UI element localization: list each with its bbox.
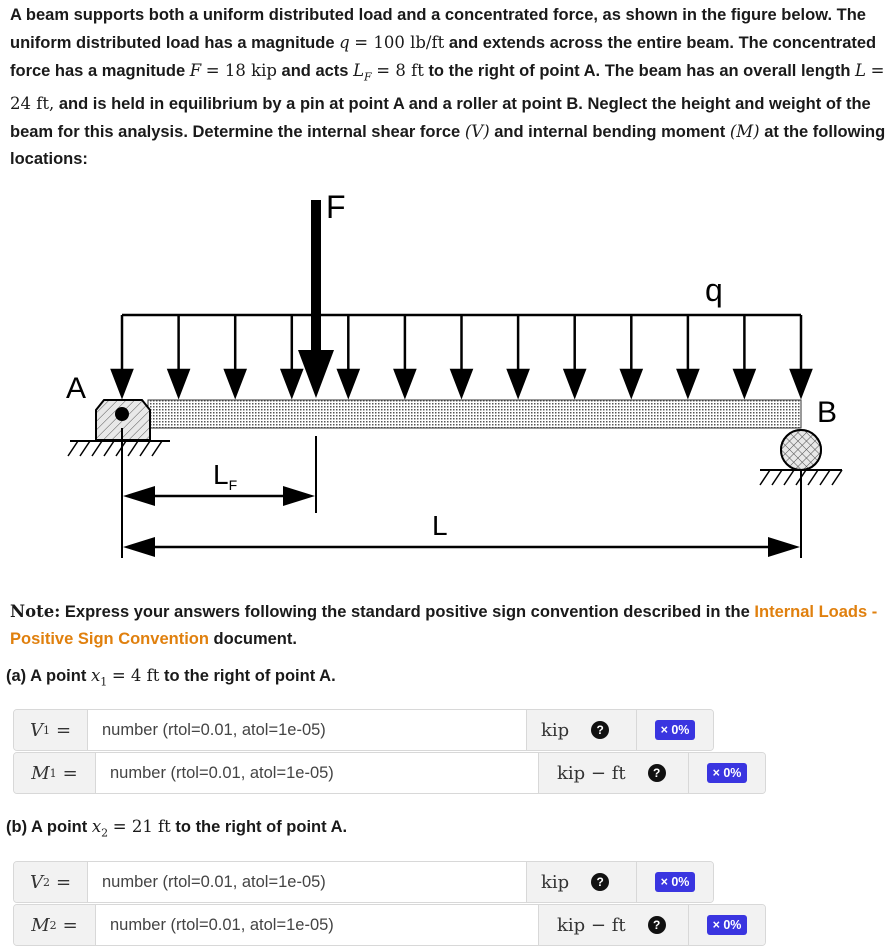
x1-value: = 4 ft [111,666,160,685]
x2-value: = 21 ft [112,817,171,836]
x2-symbol-main: x [91,817,102,836]
load-arrow [791,315,811,396]
x2-symbol-sub: 2 [101,826,109,840]
load-arrow [565,315,585,396]
load-arrow [452,315,472,396]
m2-answer-row [13,904,766,946]
l-dimension-arrow [123,537,800,557]
help-icon[interactable]: ? [648,916,666,934]
force-arrow [298,200,334,398]
note-label: Note: [10,602,61,621]
problem-text: and acts [281,62,349,80]
m1-score-badge: × 0% [707,763,748,783]
v1-label-eq: = [55,719,72,741]
lf-symbol-main: L [353,61,365,80]
v2-input[interactable]: number (rtol=0.01, atol=1e-05) [102,872,326,891]
v2-label [14,862,88,902]
v-symbol: (V) [464,122,490,142]
m1-score [688,753,765,793]
load-arrow [338,315,358,396]
force-label: F [326,189,346,225]
part-suffix: to the right of point A. [164,667,336,685]
note [10,598,890,653]
m2-score [688,905,765,945]
load-arrow [508,315,528,396]
m1-label-main: M [31,762,50,784]
m2-unit [538,905,688,945]
x1-symbol-sub: 1 [100,675,108,689]
m1-unit [538,753,688,793]
v2-unit [526,862,636,902]
point-b-label: B [817,396,838,429]
m-symbol: (M) [729,122,760,142]
m2-label [14,905,96,945]
q-value: = 100 lb/ft [354,33,445,52]
m1-unit-text: kip − ft [557,762,626,784]
lf-value: = 8 ft [376,61,424,80]
load-label: q [705,272,723,308]
load-arrow [225,315,245,396]
v1-label-sub: 1 [42,723,50,737]
v1-help[interactable] [587,717,613,743]
lf-symbol-sub: F [364,70,372,84]
v2-help[interactable] [587,869,613,895]
m1-label [14,753,96,793]
m2-label-main: M [31,914,50,936]
m1-label-sub: 1 [49,766,57,780]
part-b-heading [6,817,347,839]
m1-answer-row [13,752,766,794]
l-symbol: L [855,61,866,80]
help-icon[interactable]: ? [591,873,609,891]
part-suffix: to the right of point A. [175,818,348,836]
x1-symbol-main: x [90,666,101,685]
help-icon[interactable]: ? [648,764,666,782]
l-dimension-label: L [432,510,448,541]
load-arrow [169,315,189,396]
load-arrow [678,315,698,396]
load-arrow [282,315,302,396]
m2-unit-text: kip − ft [557,914,626,936]
distributed-load-arrows [112,315,811,396]
load-arrow [112,315,132,396]
v2-label-main: V [29,871,43,893]
load-arrow [734,315,754,396]
part-prefix: (a) A point [6,667,87,685]
point-a-label: A [66,372,87,405]
m2-label-eq: = [62,914,78,936]
help-icon[interactable]: ? [591,721,609,739]
v1-label [14,710,88,750]
v2-label-eq: = [55,871,72,893]
problem-text: and extends across the entire beam. The concentrated force has a magnitude [10,34,877,80]
beam-diagram [0,178,891,578]
note-text: Express your answers following the standard positive sign convention described in the [64,603,750,621]
problem-text: and internal bending moment [494,123,726,142]
f-value: = 18 kip [205,61,277,80]
sign-convention-link[interactable]: Internal Loads - Positive Sign Convention [10,603,878,648]
v2-answer-row [13,861,714,903]
lf-symbol [353,61,372,84]
v1-input[interactable]: number (rtol=0.01, atol=1e-05) [102,720,326,739]
l-value: = 24 ft, [10,61,885,114]
f-symbol: F [189,61,202,80]
dimension-lines [122,428,801,558]
m2-input[interactable]: number (rtol=0.01, atol=1e-05) [110,915,334,934]
load-arrow [395,315,415,396]
m2-help[interactable] [644,912,670,938]
lf-dimension-label: $L_F$ [213,459,238,493]
v2-score-badge: × 0% [655,872,696,892]
m1-input[interactable]: number (rtol=0.01, atol=1e-05) [110,763,334,782]
part-a-heading [6,666,336,688]
problem-text: A beam supports both a uniform distributed load and a concentrated force, as shown in the figure below. The uniform distributed load has a magnitude [10,6,866,52]
x2-symbol [91,817,109,840]
m1-help[interactable] [644,760,670,786]
x1-symbol [90,666,108,689]
v2-unit-text: kip [541,871,570,893]
problem-text: and is held in equilibrium by a pin at point A and a roller at point B. Neglect the height and weight of the beam for this analysis. Determine the internal shear force [10,95,871,142]
v1-unit [526,710,636,750]
load-arrow [621,315,641,396]
problem-text: to the right of point A. The beam has an overall length [428,62,851,80]
m2-score-badge: × 0% [707,915,748,935]
v1-answer-row [13,709,714,751]
v2-score [636,862,713,902]
v1-unit-text: kip [541,719,570,741]
part-prefix: (b) A point [6,818,88,836]
v1-score-badge: × 0% [655,720,696,740]
beam [148,400,801,428]
v2-label-sub: 2 [42,875,50,889]
v1-label-main: V [29,719,43,741]
q-symbol: q [339,33,350,52]
note-tail: document. [213,630,297,648]
problem-statement [10,2,888,173]
m2-label-sub: 2 [49,918,57,932]
m1-label-eq: = [62,762,78,784]
problem-text: at the following locations: [10,123,886,169]
v1-score [636,710,713,750]
